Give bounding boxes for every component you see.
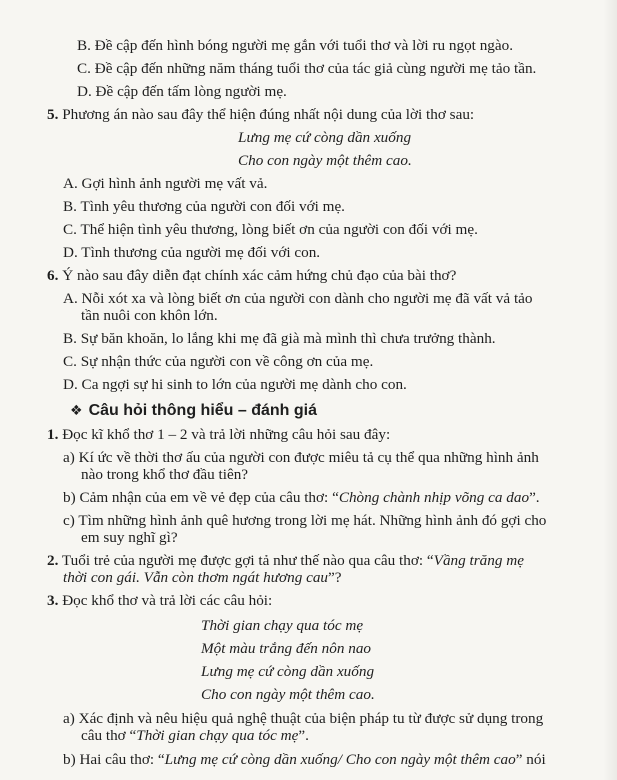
task-3b-line-1 — [63, 751, 546, 769]
task-3-poem-line-1: Thời gian chạy qua tóc mẹ — [201, 617, 364, 634]
q5-option-c: C. Thể hiện tình yêu thương, lòng biết ơn của người con đối với mẹ. — [63, 221, 478, 238]
task-1 — [47, 426, 390, 444]
task-2-line-1 — [47, 552, 524, 570]
task-1b-prefix: b) Cảm nhận của em về vẻ đẹp của câu thơ: “ — [63, 489, 339, 506]
q6-option-a-line-2: tần nuôi con khôn lớn. — [81, 307, 218, 324]
question-6-text: Ý nào sau đây diễn đạt chính xác cảm hứng chủ đạo của bài thơ? — [62, 267, 457, 284]
q6-option-a-line-1: A. Nỗi xót xa và lòng biết ơn của người con dành cho người mẹ đã vất vả tảo — [63, 290, 533, 307]
q5-poem-line-1: Lưng mẹ cứ còng dần xuống — [238, 129, 412, 146]
task-3b-suffix: ” nói — [515, 751, 546, 768]
task-3b-quote: Lưng mẹ cứ còng dần xuống/ Cho con ngày một thêm cao — [164, 751, 516, 768]
task-3b-prefix: b) Hai câu thơ: “ — [63, 751, 165, 768]
diamond-bullet-icon: ❖ — [70, 403, 83, 419]
section-title: Câu hỏi thông hiểu – đánh giá — [88, 402, 317, 419]
task-3-poem-line-4: Cho con ngày một thêm cao. — [201, 686, 375, 703]
task-3a-line-1: a) Xác định và nêu hiệu quả nghệ thuật của biện pháp tu từ được sử dụng trong — [63, 710, 544, 727]
task-1a-line-1: a) Kí ức về thời thơ ấu của người con được miêu tả cụ thể qua những hình ảnh — [63, 449, 539, 466]
q5-option-a: A. Gợi hình ảnh người mẹ vất vả. — [63, 175, 268, 192]
task-1-number: 1. — [47, 426, 59, 443]
task-1c-line-2: em suy nghĩ gì? — [81, 529, 178, 546]
task-3a-suffix: ”. — [298, 727, 309, 744]
task-2-number: 2. — [47, 552, 59, 569]
task-1a-line-2: nào trong khổ thơ đầu tiên? — [81, 466, 249, 483]
q5-option-d: D. Tình thương của người mẹ đối với con. — [63, 244, 321, 261]
question-5-number: 5. — [47, 106, 59, 123]
task-3 — [47, 592, 272, 610]
page-edge-shadow — [603, 0, 617, 780]
task-1c-line-1: c) Tìm những hình ảnh quê hương trong lời mẹ hát. Những hình ảnh đó gợi cho — [63, 512, 547, 529]
section-heading — [70, 401, 317, 421]
task-1b — [63, 489, 540, 507]
q6-option-b: B. Sự băn khoăn, lo lắng khi mẹ đã già mà mình thì chưa trưởng thành. — [63, 330, 496, 347]
task-1-text: Đọc kĩ khổ thơ 1 – 2 và trả lời những câu hỏi sau đây: — [62, 426, 391, 443]
task-3a-line-2 — [81, 727, 309, 745]
task-2-quote-part-2: thời con gái. Vẫn còn thơm ngát hương cau — [63, 569, 329, 586]
q4-option-b: B. Đề cập đến hình bóng người mẹ gắn với tuổi thơ và lời ru ngọt ngào. — [77, 37, 514, 54]
q5-poem-line-2: Cho con ngày một thêm cao. — [238, 152, 412, 169]
task-1b-suffix: ”. — [529, 489, 540, 506]
task-3a-quote: Thời gian chạy qua tóc mẹ — [136, 727, 299, 744]
task-1b-quote: Chòng chành nhịp võng ca dao — [338, 489, 530, 506]
task-3-poem-line-3: Lưng mẹ cứ còng dần xuống — [201, 663, 375, 680]
q4-option-d: D. Đề cập đến tấm lòng người mẹ. — [77, 83, 287, 100]
task-2-quote-part-1: Vầng trăng mẹ — [433, 552, 524, 569]
task-2-prefix: Tuổi trẻ của người mẹ được gợi tả như thế nào qua câu thơ: “ — [61, 552, 434, 569]
task-3-text: Đọc khổ thơ và trả lời các câu hỏi: — [62, 592, 273, 609]
question-6 — [47, 267, 456, 285]
q6-option-d: D. Ca ngợi sự hi sinh to lớn của người mẹ dành cho con. — [63, 376, 407, 393]
question-5-text: Phương án nào sau đây thể hiện đúng nhất nội dung của lời thơ sau: — [62, 106, 475, 123]
task-3-poem-line-2: Một màu trắng đến nôn nao — [201, 640, 372, 657]
task-2-suffix: ”? — [328, 569, 342, 586]
q4-option-c: C. Đề cập đến những năm tháng tuổi thơ của tác giả cùng người mẹ tảo tần. — [77, 60, 537, 77]
task-2-line-2 — [63, 569, 342, 587]
task-3a-prefix: câu thơ “ — [81, 727, 137, 744]
question-5 — [47, 106, 474, 124]
question-6-number: 6. — [47, 267, 59, 284]
q6-option-c: C. Sự nhận thức của người con về công ơn của mẹ. — [63, 353, 374, 370]
q5-option-b: B. Tình yêu thương của người con đối với mẹ. — [63, 198, 345, 215]
task-3-number: 3. — [47, 592, 59, 609]
